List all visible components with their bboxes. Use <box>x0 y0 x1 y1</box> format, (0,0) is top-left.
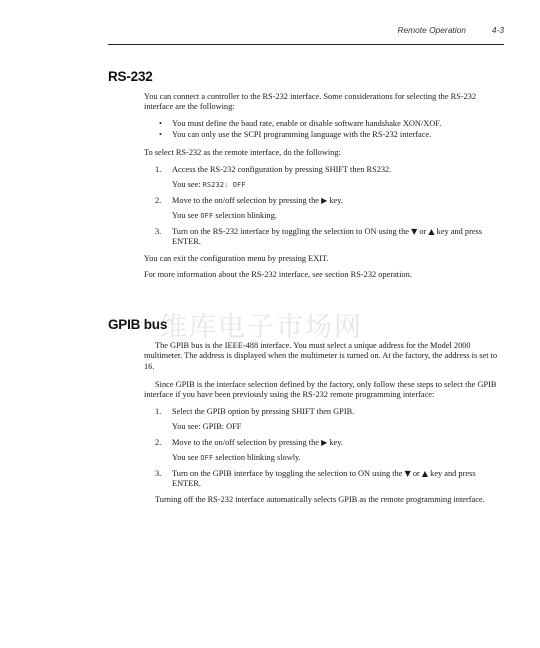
gpib-steps <box>144 407 504 490</box>
display-readout: You see OFF selection blinking slowly. <box>172 452 301 462</box>
right-arrow-key-icon: ▶ <box>321 437 328 447</box>
page-number: 4-3 <box>491 25 504 35</box>
bullet-marker: • <box>159 130 162 139</box>
display-code: RS232: OFF <box>202 181 246 189</box>
gpib-para-2: Since GPIB is the interface selection defined by the factory, only follow these steps to select the GPIB interface if you have been previously using the RS-232 remote programming interface: <box>144 379 497 400</box>
running-title: Remote Operation <box>397 25 466 35</box>
step-number: 3. <box>155 227 162 236</box>
display-code: OFF <box>200 453 214 462</box>
gpib-para-1: The GPIB bus is the IEEE-488 interface. You must select a unique address for the Model 2000 multimeter. The address is displayed when the multimeter is turned on. At the factory, the address is set to 16. <box>144 341 498 371</box>
step-item <box>144 165 504 190</box>
bullet-marker: • <box>159 119 162 128</box>
up-arrow-key-icon: ▲ <box>421 468 429 478</box>
display-readout: You see: RS232: OFF <box>172 180 246 189</box>
display-readout: You see OFF selection blinking. <box>172 211 277 220</box>
down-arrow-key-icon: ▼ <box>411 227 418 236</box>
list-item: • You must define the baud rate, enable or disable software handshake XON/XOF. <box>159 119 442 128</box>
running-header <box>397 25 504 35</box>
step-number: 1. <box>155 406 162 416</box>
step-item <box>144 196 504 221</box>
rs232-intro: You can connect a controller to the RS-232 interface. Some considerations for selecting the RS-232 interface are the following: <box>144 92 477 112</box>
list-item: • You can only use the SCPI programming language with the RS-232 interface. <box>159 130 432 139</box>
step-number: 2. <box>155 437 162 447</box>
step-text: Access the RS-232 configuration by pressing SHIFT then RS232. <box>172 165 392 174</box>
step-number: 3. <box>155 468 162 478</box>
up-arrow-key-icon: ▲ <box>428 227 435 236</box>
rs232-to-select: To select RS-232 as the remote interface, do the following: <box>144 148 341 158</box>
step-item <box>144 469 504 490</box>
rs232-exit-text: You can exit the configuration menu by pressing EXIT. <box>144 253 329 263</box>
gpib-closing: Turning off the RS-232 interface automatically selects GPIB as the remote programming interface. <box>155 495 485 505</box>
rs232-more-info: For more information about the RS-232 interface, see section RS-232 operation. <box>144 270 412 280</box>
page-header <box>108 22 504 45</box>
right-arrow-key-icon: ▶ <box>321 196 328 205</box>
step-text: Turn on the RS-232 interface by toggling the selection to ON using the ▼ or ▲ key and press ENTER. <box>172 227 483 247</box>
watermark-text: 维库电子市场网 <box>160 312 363 343</box>
step-text: Turn on the GPIB interface by toggling the selection to ON using the ▼ or ▲ key and press ENTER. <box>172 468 476 489</box>
display-readout: You see: GPIB: OFF <box>172 421 242 431</box>
step-item <box>144 407 504 432</box>
gpib-section <box>144 341 504 512</box>
rs232-bullet-list <box>144 119 504 140</box>
step-text: Move to the on/off selection by pressing the ▶ key. <box>172 437 343 447</box>
down-arrow-key-icon: ▼ <box>404 468 411 478</box>
rs232-steps <box>144 165 504 248</box>
rs232-section <box>144 92 504 287</box>
step-number: 1. <box>155 165 162 174</box>
step-item <box>144 227 504 248</box>
step-item <box>144 438 504 463</box>
rs232-heading: RS-232 <box>108 69 153 84</box>
gpib-heading: GPIB bus <box>108 317 168 332</box>
step-number: 2. <box>155 196 162 205</box>
step-text: Select the GPIB option by pressing SHIFT then GPIB. <box>172 406 355 416</box>
display-code: OFF <box>200 212 214 220</box>
step-text: Move to the on/off selection by pressing the ▶ key. <box>172 196 343 205</box>
